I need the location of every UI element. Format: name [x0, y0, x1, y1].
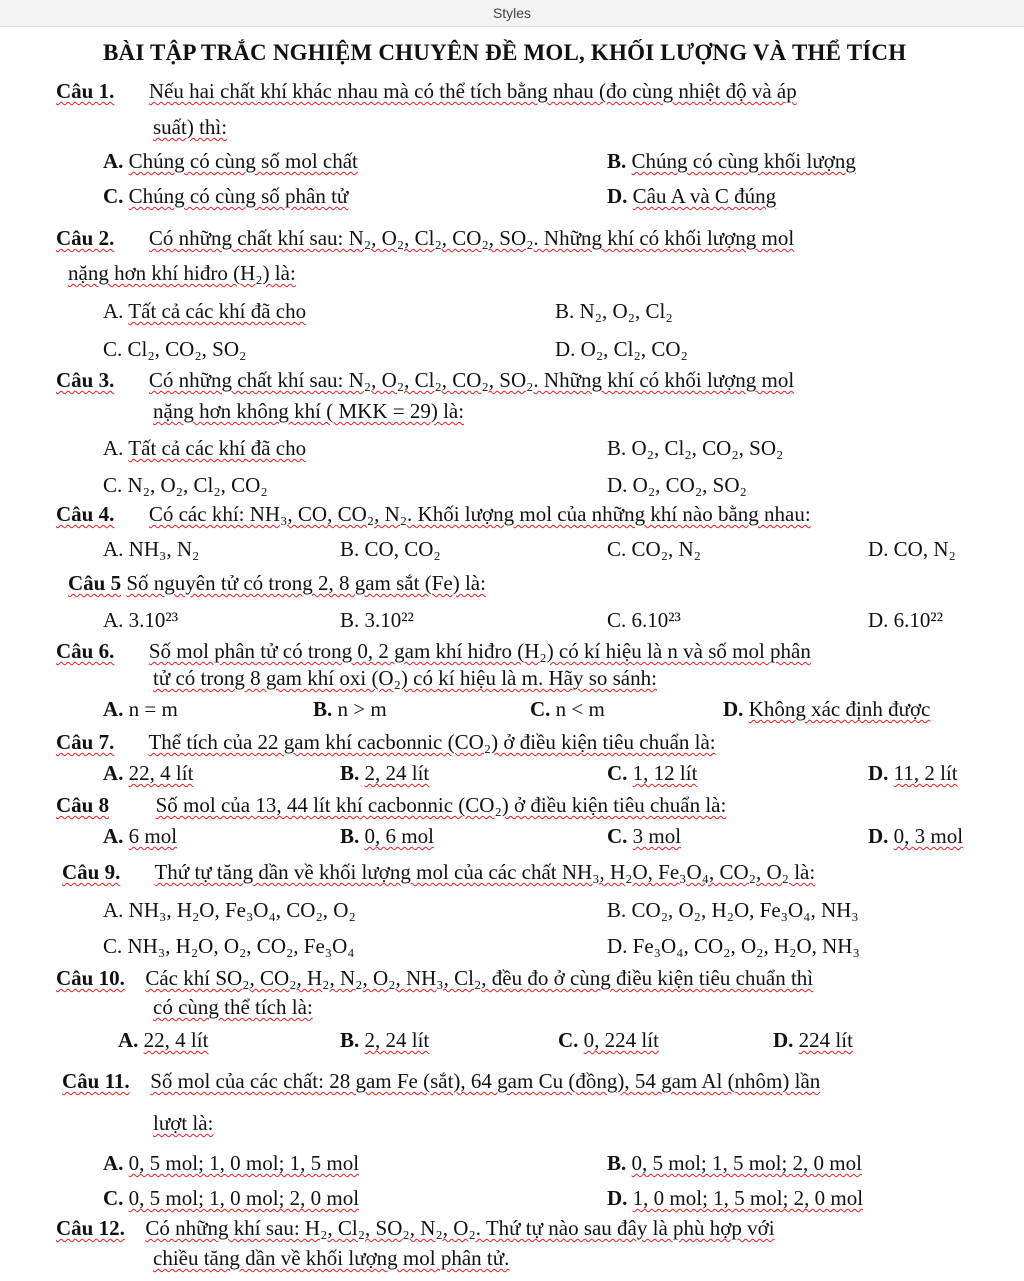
option-label: B.	[340, 1028, 360, 1052]
option-label: B.	[313, 697, 333, 721]
option-label: C.	[103, 473, 123, 497]
option-label: D.	[723, 697, 744, 721]
q7-option-b[interactable]	[340, 760, 429, 786]
option-text: 22, 4 lít	[143, 1028, 209, 1052]
option-label: D.	[868, 824, 889, 848]
option-label: A.	[103, 436, 124, 460]
q9-option-a[interactable]	[103, 897, 356, 923]
question-number: Câu 2.	[56, 226, 115, 250]
window-title-bar	[0, 0, 1024, 27]
q9-option-d[interactable]	[607, 933, 860, 959]
q11-option-b[interactable]	[607, 1150, 862, 1176]
q8-option-a[interactable]	[103, 823, 177, 849]
q2-option-b[interactable]	[555, 298, 673, 324]
option-label: D.	[607, 1186, 628, 1210]
option-text: 1, 0 mol; 1, 5 mol; 2, 0 mol	[632, 1186, 864, 1210]
question-2-cont	[68, 260, 296, 286]
q7-option-d[interactable]	[868, 760, 958, 786]
q10-option-a[interactable]	[118, 1027, 208, 1053]
question-text-cont: tử có trong 8 gam khí oxi (O₂) có kí hiệu là m. Hãy so sánh:	[153, 666, 657, 690]
question-10-cont	[153, 994, 313, 1020]
q6-option-c[interactable]	[530, 696, 605, 722]
question-text: Thể tích của 22 gam khí cacbonnic (CO₂) ở điều kiện tiêu chuẩn là:	[148, 730, 716, 754]
q1-option-b[interactable]	[607, 148, 856, 174]
option-label: D.	[868, 761, 889, 785]
q5-option-b[interactable]	[340, 607, 414, 633]
question-4	[56, 501, 811, 527]
option-text: 0, 6 mol	[364, 824, 434, 848]
option-label: C.	[607, 761, 628, 785]
question-5	[68, 570, 486, 596]
option-label: C.	[103, 934, 123, 958]
q3-option-d[interactable]	[607, 472, 747, 498]
option-label: C.	[530, 697, 551, 721]
question-number: Câu 3.	[56, 368, 115, 392]
option-label: B.	[555, 299, 575, 323]
q7-option-c[interactable]	[607, 760, 697, 786]
question-number: Câu 1.	[56, 79, 115, 103]
option-text: 6 mol	[128, 824, 178, 848]
option-text: NH₃, N₂	[128, 537, 200, 561]
question-text-cont: chiều tăng dần về khối lượng mol phân tử.	[153, 1246, 510, 1270]
q5-option-a[interactable]	[103, 607, 178, 633]
q10-option-b[interactable]	[340, 1027, 429, 1053]
option-label: D.	[868, 608, 889, 632]
option-text: n = m	[128, 697, 178, 721]
option-text: 3 mol	[632, 824, 682, 848]
q3-option-b[interactable]	[607, 435, 783, 461]
q2-option-c[interactable]	[103, 336, 246, 362]
question-7	[56, 729, 716, 755]
q7-option-a[interactable]	[103, 760, 193, 786]
option-label: B.	[607, 149, 627, 173]
option-text: O₂, Cl₂, CO₂, SO₂	[631, 436, 784, 460]
option-text: 0, 5 mol; 1, 0 mol; 1, 5 mol	[128, 1151, 360, 1175]
q2-option-a[interactable]	[103, 298, 306, 324]
option-text: 6.10²³	[631, 608, 681, 632]
q4-option-c[interactable]	[607, 536, 701, 562]
option-text: Tất cả các khí đã cho	[128, 436, 307, 460]
option-text: 0, 3 mol	[893, 824, 964, 848]
q3-option-a[interactable]	[103, 435, 306, 461]
option-label: A.	[103, 299, 124, 323]
q10-option-d[interactable]	[773, 1027, 853, 1053]
q11-option-a[interactable]	[103, 1150, 359, 1176]
option-label: B.	[607, 1151, 627, 1175]
option-label: B.	[340, 761, 360, 785]
option-label: D.	[868, 537, 889, 561]
option-text: 0, 224 lít	[583, 1028, 659, 1052]
question-number: Câu 8	[56, 793, 110, 817]
question-number: Câu 7.	[56, 730, 115, 754]
question-text: Có những chất khí sau: N₂, O₂, Cl₂, CO₂, SO₂. Những khí có khối lượng mol	[148, 226, 795, 250]
option-label: C.	[607, 537, 627, 561]
question-text: Số nguyên tử có trong 2, 8 gam sắt (Fe) là:	[126, 571, 486, 595]
q4-option-d[interactable]	[868, 536, 956, 562]
option-label: A.	[118, 1028, 139, 1052]
option-label: A.	[103, 761, 124, 785]
q9-option-c[interactable]	[103, 933, 355, 959]
window-title: Styles	[492, 5, 532, 21]
q8-option-c[interactable]	[607, 823, 681, 849]
option-text: 0, 5 mol; 1, 0 mol; 2, 0 mol	[128, 1186, 360, 1210]
option-label: B.	[340, 537, 360, 561]
option-label: A.	[103, 697, 124, 721]
option-text: 1, 12 lít	[632, 761, 698, 785]
question-3	[56, 367, 794, 393]
option-text: Câu A và C đúng	[632, 184, 777, 208]
question-number: Câu 6.	[56, 639, 115, 663]
option-text: 3.10²³	[128, 608, 179, 632]
option-text: O₂, Cl₂, CO₂	[580, 337, 688, 361]
question-text: Thứ tự tăng dần về khối lượng mol của các chất NH₃, H₂O, Fe₃O₄, CO₂, O₂ là:	[154, 860, 816, 884]
option-text: 224 lít	[798, 1028, 853, 1052]
option-label: D.	[607, 473, 628, 497]
option-text: Chúng có cùng số phân tử	[128, 184, 349, 208]
option-label: A.	[103, 537, 124, 561]
option-text: 22, 4 lít	[128, 761, 194, 785]
option-label: C.	[103, 337, 123, 361]
question-6	[56, 638, 811, 664]
option-text: Không xác định được	[748, 697, 931, 721]
option-text: NH₃, H₂O, O₂, CO₂, Fe₃O₄	[127, 934, 355, 958]
q1-option-a[interactable]	[103, 148, 358, 174]
question-number: Câu 5	[68, 571, 122, 595]
question-2	[56, 225, 794, 251]
option-text: 3.10²²	[364, 608, 414, 632]
question-6-cont	[153, 665, 657, 691]
option-text: Tất cả các khí đã cho	[128, 299, 307, 323]
option-label: C.	[607, 824, 628, 848]
q8-option-d[interactable]	[868, 823, 963, 849]
q3-option-c[interactable]	[103, 472, 268, 498]
question-text-cont: lượt là:	[153, 1111, 214, 1135]
option-label: D.	[555, 337, 576, 361]
option-text: Cl₂, CO₂, SO₂	[127, 337, 247, 361]
question-text-cont: nặng hơn khí hiđro (H₂) là:	[68, 261, 296, 285]
question-text-cont: suất) thì:	[153, 115, 228, 139]
question-11	[62, 1068, 820, 1094]
question-1-cont	[153, 114, 227, 140]
q5-option-c[interactable]	[607, 607, 681, 633]
q11-option-c[interactable]	[103, 1185, 359, 1211]
question-text: Số mol của các chất: 28 gam Fe (sắt), 64 gam Cu (đồng), 54 gam Al (nhôm) lần	[150, 1069, 821, 1093]
option-label: B.	[340, 608, 360, 632]
question-11-cont	[153, 1110, 213, 1136]
question-number: Câu 11.	[62, 1069, 130, 1093]
option-text: CO, CO₂	[364, 537, 441, 561]
option-text: 2, 24 lít	[364, 1028, 430, 1052]
option-label: D.	[607, 184, 628, 208]
option-text: Chúng có cùng số mol chất	[128, 149, 358, 173]
option-label: A.	[103, 608, 124, 632]
option-text: n > m	[337, 697, 387, 721]
option-text: O₂, CO₂, SO₂	[632, 473, 747, 497]
question-8	[56, 792, 726, 818]
q1-option-d[interactable]	[607, 183, 776, 209]
option-label: A.	[103, 149, 124, 173]
q8-option-b[interactable]	[340, 823, 434, 849]
question-text: Có những chất khí sau: N₂, O₂, Cl₂, CO₂, SO₂. Những khí có khối lượng mol	[148, 368, 795, 392]
option-label: D.	[773, 1028, 794, 1052]
question-text: Có các khí: NH₃, CO, CO₂, N₂. Khối lượng mol của những khí nào bằng nhau:	[148, 502, 811, 526]
question-text: Có những khí sau: H₂, Cl₂, SO₂, N₂, O₂. Thứ tự nào sau đây là phù hợp với	[145, 1216, 775, 1240]
question-1	[56, 78, 797, 104]
question-text: Số mol của 13, 44 lít khí cacbonnic (CO₂) ở điều kiện tiêu chuẩn là:	[155, 793, 727, 817]
option-text: CO₂, O₂, H₂O, Fe₃O₄, NH₃	[631, 898, 859, 922]
option-text: 0, 5 mol; 1, 5 mol; 2, 0 mol	[631, 1151, 862, 1175]
document-title: BÀI TẬP TRẮC NGHIỆM CHUYÊN ĐỀ MOL, KHỐI LƯỢNG VÀ THỂ TÍCH	[103, 40, 907, 65]
option-text: n < m	[555, 697, 605, 721]
q2-option-d[interactable]	[555, 336, 688, 362]
question-3-cont	[153, 398, 464, 424]
question-text: Số mol phân tử có trong 0, 2 gam khí hiđro (H₂) có kí hiệu là n và số mol phân	[148, 639, 811, 663]
q4-option-a[interactable]	[103, 536, 199, 562]
option-label: C.	[607, 608, 627, 632]
question-10	[56, 965, 813, 991]
q6-option-b[interactable]	[313, 696, 387, 722]
question-text-cont: có cùng thể tích là:	[153, 995, 313, 1019]
q11-option-d[interactable]	[607, 1185, 863, 1211]
option-text: Chúng có cùng khối lượng	[631, 149, 856, 173]
option-label: D.	[607, 934, 628, 958]
option-text: 2, 24 lít	[364, 761, 430, 785]
option-label: C.	[558, 1028, 579, 1052]
option-text: 11, 2 lít	[893, 761, 958, 785]
question-9	[62, 859, 815, 885]
question-text: Nếu hai chất khí khác nhau mà có thể tích bằng nhau (đo cùng nhiệt độ và áp	[148, 79, 797, 103]
option-label: B.	[607, 436, 627, 460]
option-text: CO, N₂	[893, 537, 956, 561]
q9-option-b[interactable]	[607, 897, 859, 923]
question-12-cont	[153, 1245, 509, 1271]
q5-option-d[interactable]	[868, 607, 943, 633]
question-text: Các khí SO₂, CO₂, H₂, N₂, O₂, NH₃, Cl₂, đều đo ở cùng điều kiện tiêu chuẩn thì	[145, 966, 814, 990]
option-label: C.	[103, 184, 124, 208]
option-text: N₂, O₂, Cl₂	[579, 299, 673, 323]
option-text: N₂, O₂, Cl₂, CO₂	[127, 473, 268, 497]
option-text: 6.10²²	[893, 608, 944, 632]
question-number: Câu 4.	[56, 502, 115, 526]
question-number: Câu 12.	[56, 1216, 125, 1240]
q6-option-a[interactable]	[103, 696, 178, 722]
question-number: Câu 10.	[56, 966, 125, 990]
option-label: A.	[103, 824, 124, 848]
option-label: A.	[103, 1151, 124, 1175]
option-text: CO₂, N₂	[631, 537, 701, 561]
option-label: B.	[607, 898, 627, 922]
q4-option-b[interactable]	[340, 536, 441, 562]
option-label: C.	[103, 1186, 124, 1210]
q1-option-c[interactable]	[103, 183, 348, 209]
option-text: Fe₃O₄, CO₂, O₂, H₂O, NH₃	[632, 934, 860, 958]
q10-option-c[interactable]	[558, 1027, 659, 1053]
option-label: B.	[340, 824, 360, 848]
question-12	[56, 1215, 775, 1241]
question-text-cont: nặng hơn không khí ( MKK = 29) là:	[153, 399, 465, 423]
q6-option-d[interactable]	[723, 696, 930, 722]
option-text: NH₃, H₂O, Fe₃O₄, CO₂, O₂	[128, 898, 356, 922]
question-number: Câu 9.	[62, 860, 121, 884]
option-label: A.	[103, 898, 124, 922]
